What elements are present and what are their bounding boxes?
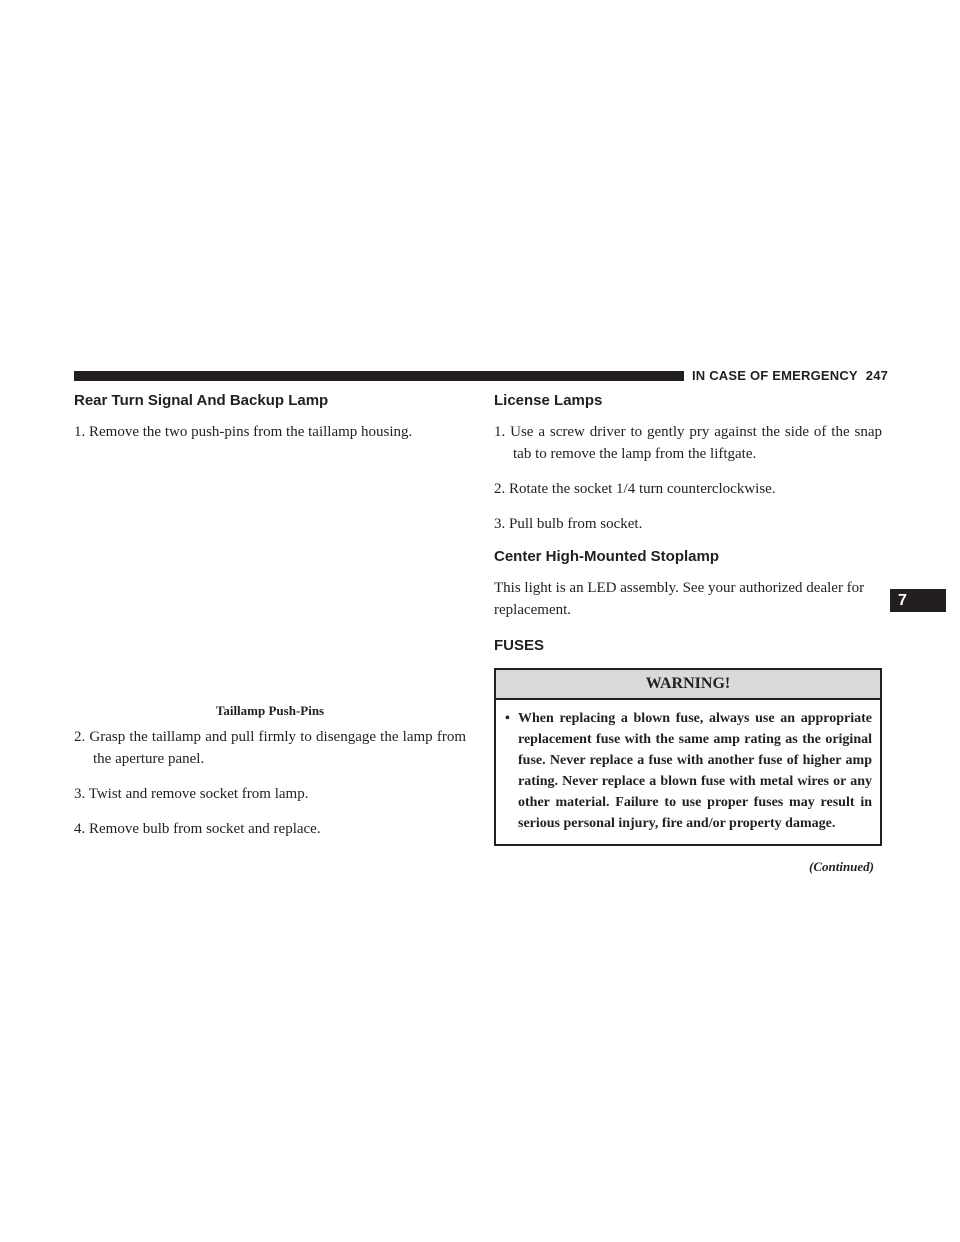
rear-turn-signal-heading: Rear Turn Signal And Backup Lamp xyxy=(74,392,329,409)
right-column xyxy=(494,392,882,878)
section-title: IN CASE OF EMERGENCY xyxy=(692,368,858,383)
warning-box xyxy=(494,668,882,846)
left-step-3: 3. Twist and remove socket from lamp. xyxy=(74,786,309,802)
right-step-1: 1. Use a screw driver to gently pry against the side of the snap tab to remove the lamp from the liftgate. xyxy=(494,424,882,462)
continued-note: (Continued) xyxy=(808,859,874,874)
right-step-3: 3. Pull bulb from socket. xyxy=(494,516,643,532)
page-number: 247 xyxy=(865,368,889,383)
left-column xyxy=(74,392,466,853)
header-rule xyxy=(74,371,684,381)
running-header xyxy=(692,368,888,383)
bullet-icon: • xyxy=(505,711,510,726)
right-step-2: 2. Rotate the socket 1/4 turn counterclockwise. xyxy=(494,481,776,497)
stoplamp-heading: Center High-Mounted Stoplamp xyxy=(494,548,719,565)
warning-title: WARNING! xyxy=(496,670,880,700)
warning-text: When replacing a blown fuse, always use an appropriate replacement fuse with the same amp rating as the original fuse. Never replace a fuse with another fuse of higher amp rating. Never replace a blown fuse with metal wires or any other material. Failure to use proper fuses may result in serious personal injury, fire and/or property damage. xyxy=(518,711,872,831)
stoplamp-paragraph: This light is an LED assembly. See your authorized dealer for replacement. xyxy=(494,580,865,618)
fuses-heading: FUSES xyxy=(494,637,545,654)
figure-caption: Taillamp Push-Pins xyxy=(215,703,325,718)
chapter-tab: 7 xyxy=(890,589,946,612)
taillamp-figure xyxy=(74,456,466,688)
license-lamps-heading: License Lamps xyxy=(494,392,603,409)
left-step-1: 1. Remove the two push-pins from the taillamp housing. xyxy=(74,424,413,440)
left-step-4: 4. Remove bulb from socket and replace. xyxy=(74,821,321,837)
warning-body xyxy=(496,700,880,844)
left-step-2: 2. Grasp the taillamp and pull firmly to disengage the lamp from the aperture panel. xyxy=(74,729,466,767)
